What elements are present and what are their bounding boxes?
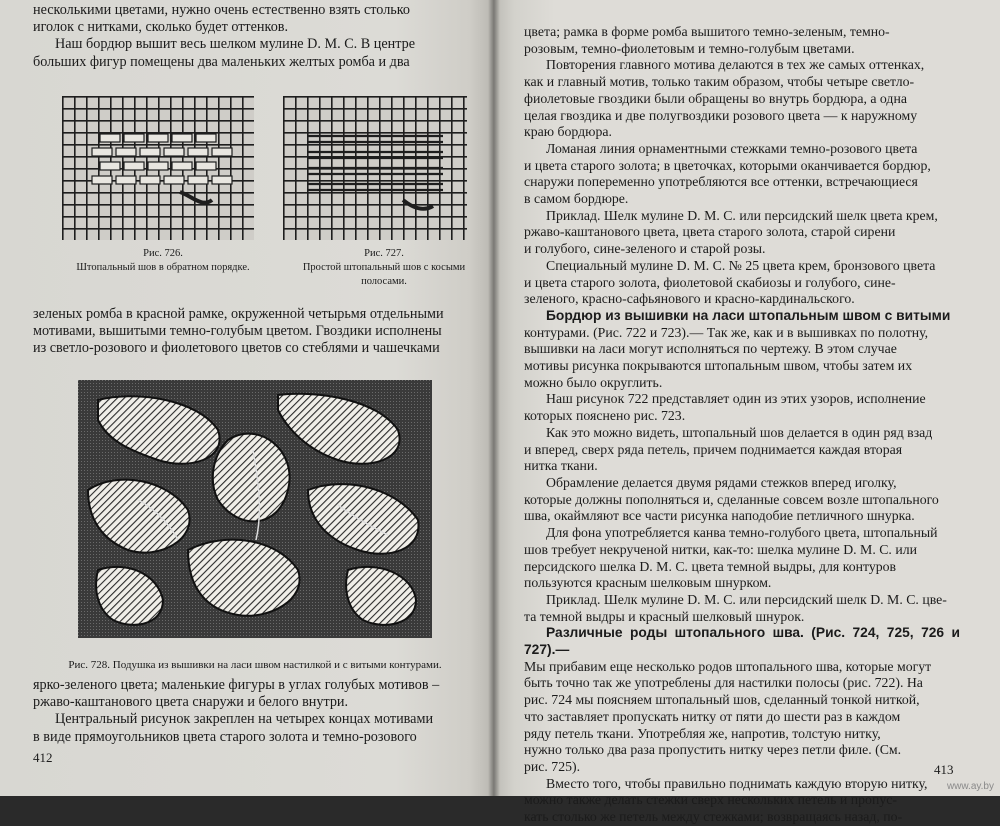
text-line: Приклад. Шелк мулине D. M. C. или персидский шелк D. M. C. цве- [546, 591, 947, 607]
text-line: персидского шелка D. M. C. цвета темной выдры, для контуров [524, 558, 897, 574]
text-line: мотивы рисунка покрываются штопальным швом, чтобы затем их [524, 358, 913, 374]
figure-726-darning-stitch [62, 96, 254, 240]
text-line: несколькими цветами, нужно очень естественно взять столько [33, 2, 411, 18]
text-line: Обрамление делается двумя рядами стежков вперед иголку, [546, 474, 897, 490]
text-line: шва, окаймляют все части рисунка наподобие петличного шнурка. [524, 508, 915, 524]
text-line: Как это можно видеть, штопальный шов делается в один ряд взад [546, 424, 933, 440]
text-line: Для фона употребляется канва темно-голубого цвета, штопальный [546, 525, 938, 541]
text-line: и цвета старого золота; в цветочках, которыми оканчивается бордюр, [524, 157, 931, 173]
text-line: как и главный мотив, только таким образом, чтобы четыре светло- [524, 74, 915, 90]
left-mid-paragraph [33, 306, 473, 358]
text-line: зеленого, красно-сафьянового и красно-кардинальского. [524, 291, 855, 307]
text-line: краю бордюра. [524, 124, 612, 140]
text-line: цвета; рамка в форме ромба вышитого темно-зеленым, темно- [524, 24, 890, 39]
text-line: кать столько же петель между стежками; возвращаясь назад, по- [524, 809, 903, 825]
text-line: в самом бордюре. [524, 191, 629, 207]
text-line: мотивами, вышитыми темно-голубым цветом. Гвоздики исполнены [33, 323, 442, 340]
caption-number: Рис. 726. [143, 248, 183, 259]
section-heading: Различные роды штопального шва. (Рис. 724, 725, 726 и 727).— [524, 625, 960, 658]
text-line: рис. 724 мы поясняем штопальный шов, сделанный тонкой ниткой, [524, 692, 920, 708]
text-line: иголок с нитками, сколько будет оттенков. [33, 19, 289, 36]
text-line: быть точно так же употреблены для настилки полосы (рис. 722). На [524, 675, 923, 691]
text-line: которых пояснено рис. 723. [524, 408, 686, 424]
page-number-left: 412 [33, 750, 53, 765]
figure-727-caption [290, 247, 478, 289]
text-line: ржаво-каштанового цвета снаружи и белого внутри. [33, 694, 349, 711]
book-gutter [488, 0, 500, 796]
page-number-right: 413 [934, 762, 954, 777]
text-line: зеленых ромба в красной рамке, окруженной четырьмя отдельными [33, 306, 444, 322]
left-top-paragraph [33, 2, 465, 71]
figure-726-caption [76, 247, 250, 275]
caption-number: Рис. 727. [364, 248, 404, 259]
text-line: ржаво-каштанового цвета, цвета старого золота, старой сирени [524, 224, 896, 240]
text-line: ряду петель ткани. Употребляя же, напротив, толстую нитку, [524, 725, 881, 741]
text-line: нужно только два раза пропустить нитку через петли филе. (См. [524, 742, 902, 758]
left-bottom-paragraph [33, 677, 473, 746]
text-line: Центральный рисунок закреплен на четырех концах мотивами [55, 711, 434, 728]
text-line: и цвета старого золота, фиолетовой скабиозы и голубого, сине- [524, 274, 896, 290]
text-line: что заставляет пропускать нитку от пяти до шести раз в каждом [524, 708, 901, 724]
figure-728-pillow-embroidery [78, 380, 432, 638]
text-line: Наш рисунок 722 представляет один из этих узоров, исполнение [546, 391, 926, 407]
watermark: www.ay.by [946, 781, 994, 792]
text-line: и голубого, сине-зеленого и старой розы. [524, 241, 766, 257]
text-line: рис. 725). [524, 758, 581, 774]
text-line: и вперед, сверх ряда петель, причем поднимается каждая вторая [524, 441, 903, 457]
text-line: Повторения главного мотива делаются в тех же самых оттенках, [546, 57, 925, 73]
text-line: ярко-зеленого цвета; маленькие фигуры в углах голубых мотивов – [33, 677, 440, 693]
text-line: больших фигур помещены два маленьких желтых ромба и два [33, 53, 410, 70]
text-line: целая гвоздика и две полугвоздики розового цвета — к наружному [524, 107, 918, 123]
text-line: вышивки на ласи могут исполняться по чертежу. В этом случае [524, 341, 897, 357]
right-page [494, 0, 1000, 825]
figure-727-darning-stitch-diagonal [283, 96, 467, 240]
text-line: пользуются красным шелковым шнурком. [524, 575, 772, 591]
text-line: снаружи попеременно употребляются все оттенки, встречающиеся [524, 174, 918, 190]
caption-text: Штопальный шов в обратном порядке. [76, 262, 250, 273]
text-line: Специальный мулине D. M. C. № 25 цвета крем, бронзового цвета [546, 257, 936, 273]
text-line: контурами. (Рис. 722 и 723).— Так же, как и в вышивках по полотну, [524, 324, 929, 340]
left-page [0, 0, 494, 796]
text-line: можно было округлить. [524, 374, 663, 390]
text-line: Ломаная линия орнаментными стежками темно-розового цвета [546, 140, 918, 156]
text-line: Мы прибавим еще несколько родов штопального шва, которые могут [524, 658, 932, 674]
text-line: нитка ткани. [524, 458, 598, 474]
section-heading: Бордюр из вышивки на ласи штопальным швом с витыми [546, 307, 951, 323]
text-line: Наш бордюр вышит весь шелком мулине D. M. C. В центре [55, 36, 416, 53]
text-line: можно также делать стежки сверх нескольких петель и пропус- [524, 792, 897, 808]
text-line: шов требует некрученой нитки, как-то: шелка мулине D. M. C. или [524, 541, 917, 557]
figure-728-caption: Рис. 728. Подушка из вышивки на ласи швом настилкой и с витыми контурами. [68, 659, 442, 671]
text-line: та темной выдры и красный шелковый шнурок. [524, 608, 805, 624]
text-line: Вместо того, чтобы правильно поднимать каждую вторую нитку, [546, 775, 928, 791]
right-text-column [524, 24, 960, 826]
text-line: в виде прямоугольников цвета старого золота и темно-розового [33, 728, 417, 745]
text-line: Приклад. Шелк мулине D. M. C. или персидский шелк цвета крем, [546, 207, 938, 223]
text-line: которые должны пополняться и, сделанные совсем возле штопального [524, 491, 939, 507]
caption-text: Простой штопальный шов с косыми полосами. [302, 262, 466, 287]
text-line: фиолетовые гвоздики были обращены во внутрь бордюра, а одна [524, 90, 907, 106]
text-line: розовым, темно-фиолетовым и темно-голубым цветами. [524, 40, 855, 56]
text-line: из светло-розового и фиолетового цветов со стеблями и чашечками [33, 340, 440, 357]
